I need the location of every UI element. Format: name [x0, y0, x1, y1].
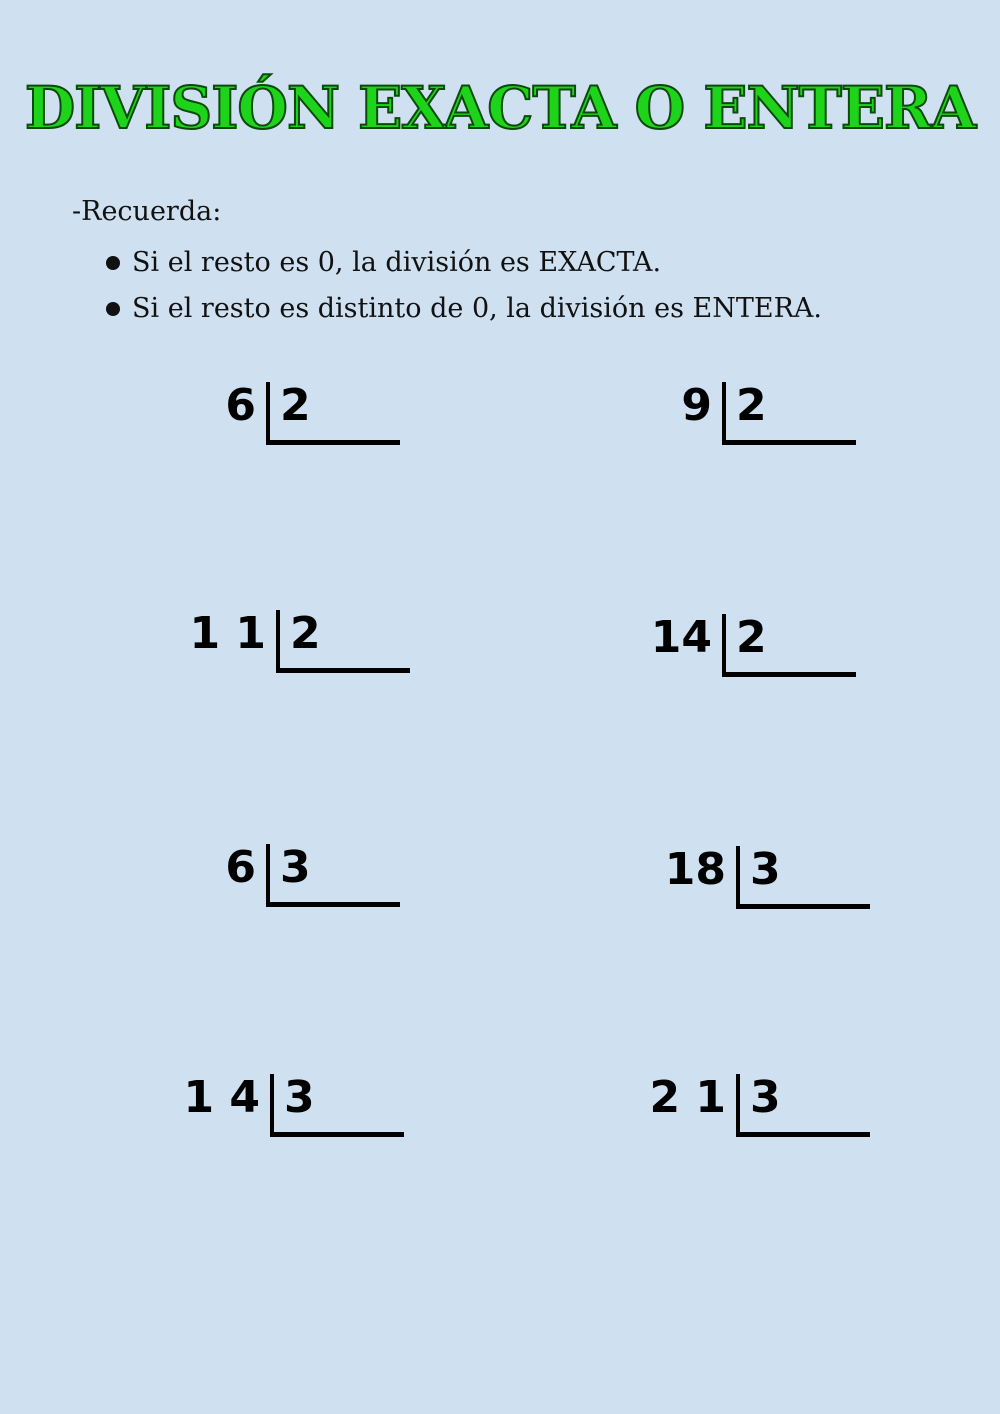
division-divisor: 2: [736, 612, 767, 663]
bullet-icon: [106, 256, 120, 270]
division-dividend: 6: [225, 380, 256, 431]
division-dividend: 2 1: [649, 1072, 726, 1123]
bullet-icon: [106, 302, 120, 316]
division-divisor: 3: [750, 1072, 781, 1123]
division-dividend: 1 1: [189, 608, 266, 659]
reminder-item: [100, 240, 822, 286]
division-divisor: 2: [280, 380, 311, 431]
division-dividend: 6: [225, 842, 256, 893]
division-dividend: 18: [664, 844, 726, 895]
division-dividend: 1 4: [183, 1072, 260, 1123]
page-title: DIVISIÓN EXACTA O ENTERA: [24, 74, 976, 142]
reminder-heading: -Recuerda:: [72, 196, 222, 227]
division-divisor: 3: [280, 842, 311, 893]
division-divisor: 2: [736, 380, 767, 431]
reminder-item: [100, 286, 822, 332]
division-divisor: 3: [284, 1072, 315, 1123]
division-divisor: 2: [290, 608, 321, 659]
reminder-item-text: Si el resto es 0, la división es EXACTA.: [132, 247, 662, 278]
reminder-list: [100, 240, 822, 332]
division-dividend: 14: [650, 612, 712, 663]
reminder-item-text: Si el resto es distinto de 0, la división es ENTERA.: [132, 293, 823, 324]
division-dividend: 9: [681, 380, 712, 431]
division-divisor: 3: [750, 844, 781, 895]
